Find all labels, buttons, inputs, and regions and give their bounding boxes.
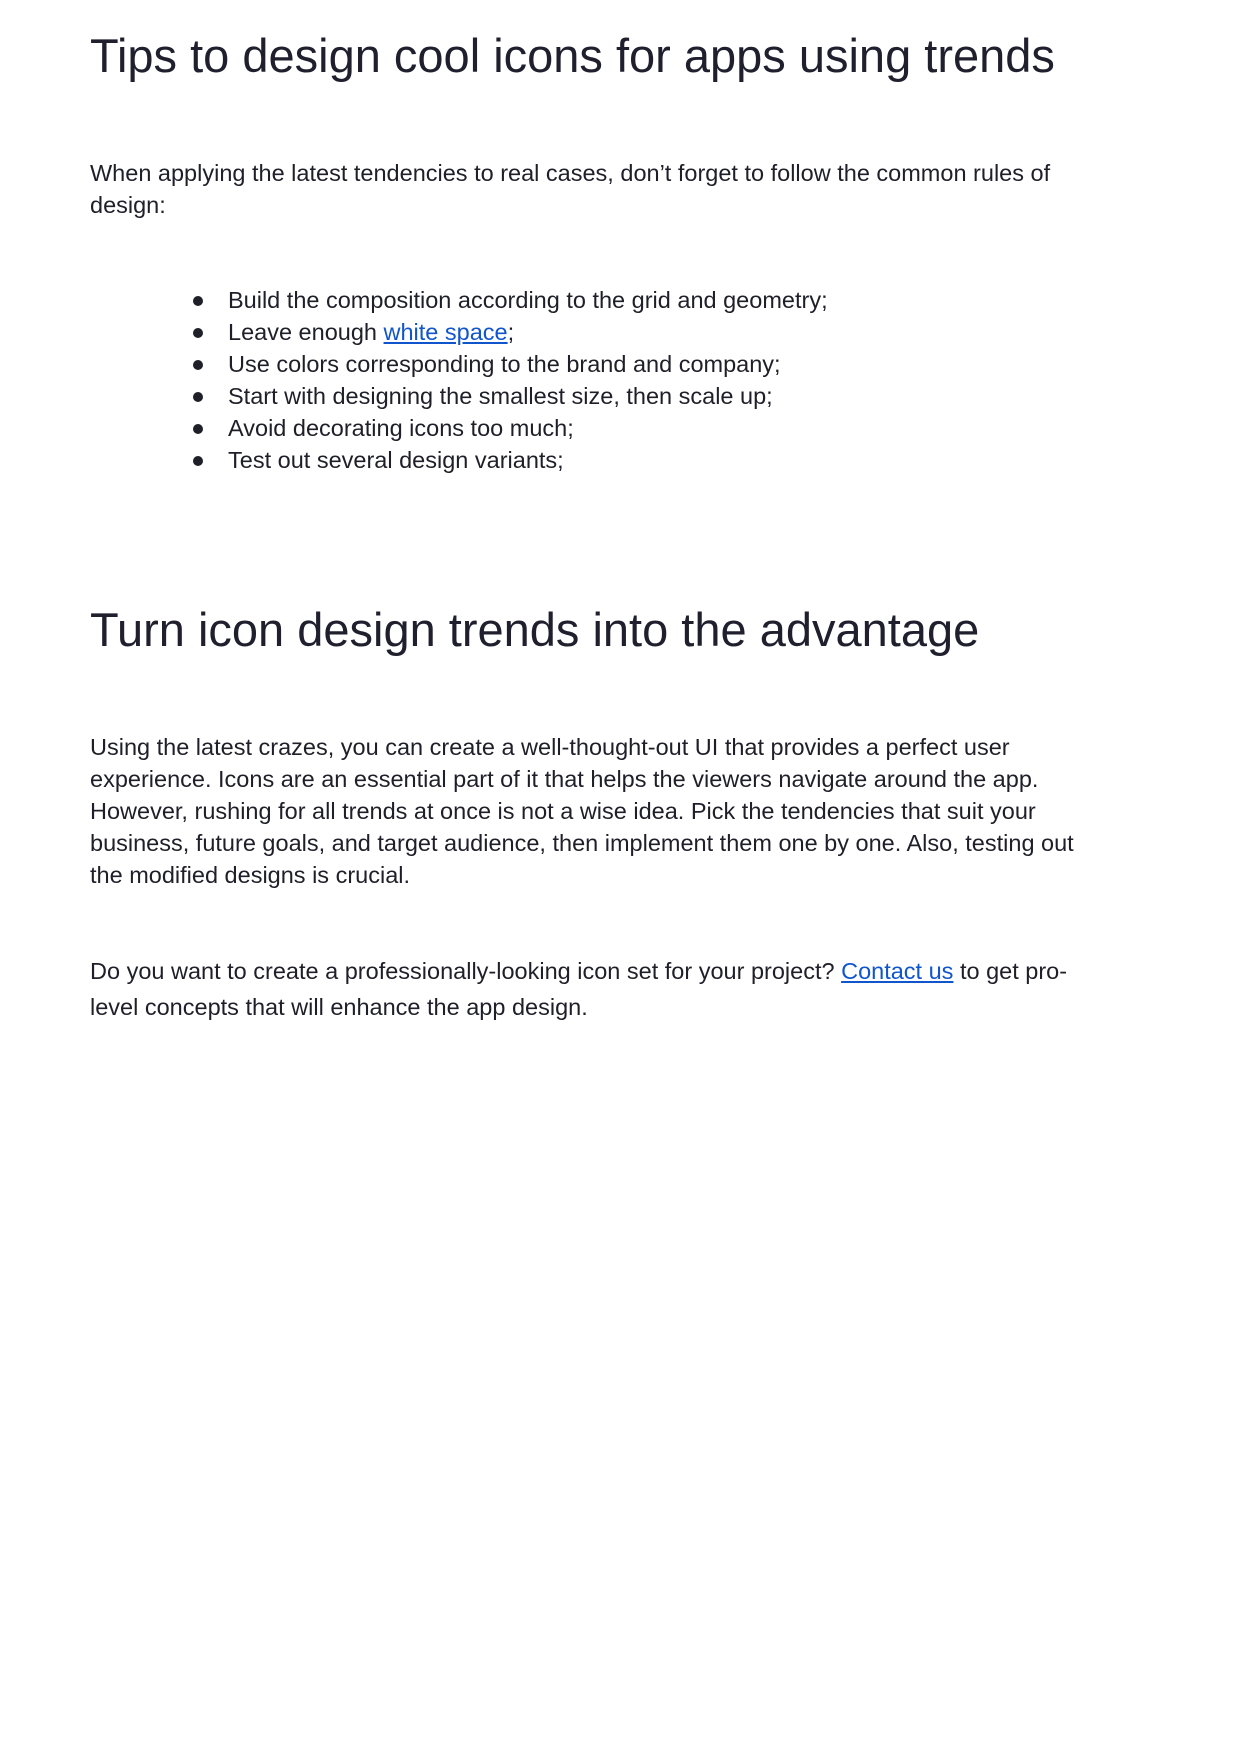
- contact-us-link[interactable]: Contact us: [841, 958, 954, 984]
- list-item-text-before-link: Leave enough: [228, 319, 384, 345]
- list-item-text: Use colors corresponding to the brand and company;: [228, 351, 781, 377]
- cta-text-after-link: to get pro-level concepts that will enhance the app design.: [90, 958, 1068, 1020]
- list-item-text: Avoid decorating icons too much;: [228, 415, 574, 441]
- list-item: [190, 316, 828, 348]
- bullet-icon: [193, 328, 203, 338]
- white-space-link[interactable]: white space: [383, 319, 508, 345]
- list-item-text: Test out several design variants;: [228, 447, 564, 473]
- cta-paragraph: [90, 953, 1090, 1025]
- body-paragraph: Using the latest crazes, you can create a well-thought-out UI that provides a perfect user experience. Icons are an essential part of it that helps the viewers navigate around the app. However, rushing for all trends at once is not a wise idea. Pick the tendencies that suit your business, future goals, and target audience, then implement them one by one. Also, testing out the modified designs is crucial.: [90, 734, 1074, 888]
- tips-list: [190, 284, 828, 476]
- list-item: [190, 444, 828, 476]
- section-title-tips: Tips to design cool icons for apps using trends: [90, 29, 1055, 82]
- bullet-icon: [193, 456, 203, 466]
- list-item-text-after-link: ;: [507, 319, 515, 345]
- bullet-icon: [193, 296, 203, 306]
- list-item: [190, 412, 828, 444]
- list-item-text: Build the composition according to the grid and geometry;: [228, 287, 828, 313]
- intro-paragraph: When applying the latest tendencies to real cases, don’t forget to follow the common rules of design:: [90, 160, 1051, 218]
- section-title-advantage: Turn icon design trends into the advantage: [90, 603, 980, 656]
- bullet-icon: [193, 424, 203, 434]
- cta-text-before-link: Do you want to create a professionally-looking icon set for your project?: [90, 958, 842, 984]
- list-item-text: Start with designing the smallest size, then scale up;: [228, 383, 773, 409]
- list-item: [190, 348, 828, 380]
- bullet-icon: [193, 392, 203, 402]
- list-item: [190, 284, 828, 316]
- list-item: [190, 380, 828, 412]
- bullet-icon: [193, 360, 203, 370]
